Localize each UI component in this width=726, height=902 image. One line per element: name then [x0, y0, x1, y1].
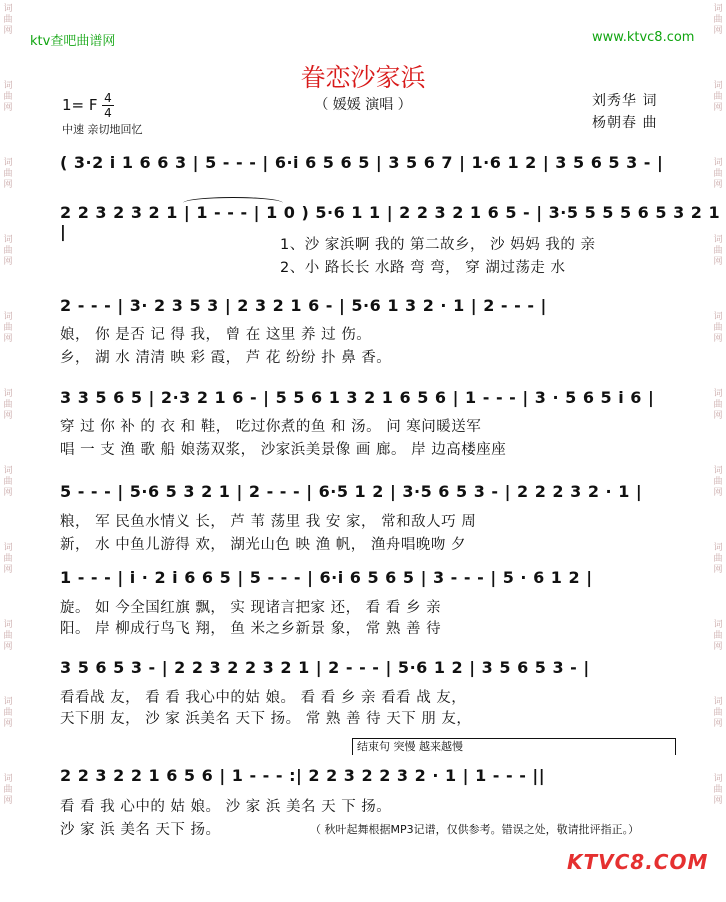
- watermark-text: 词曲网: [3, 81, 13, 113]
- watermark-text: 词曲网: [713, 466, 723, 498]
- score-row-notes: 2 2 3 2 3 2 1 | 1 - - - | 1 0 ) 5·6 1 1 | 2 2 3 2 1 6 5 - | 3·5 5 5 5 6 5 3 2 1 |: [60, 203, 721, 241]
- watermark-text: 词曲网: [713, 235, 723, 267]
- watermark-text: 词曲网: [713, 620, 723, 652]
- score-row-notes: 3 5 6 5 3 - | 2 2 3 2 2 3 2 1 | 2 - - - | 5·6 1 2 | 3 5 6 5 3 - |: [60, 658, 590, 677]
- score-row-notes: 2 - - - | 3· 2 3 5 3 | 2 3 2 1 6 - | 5·6 1 3 2 · 1 | 2 - - - |: [60, 296, 547, 315]
- score-row-lyric-1: 旋。 如 今全国红旗 飘， 实 现诸言把家 还， 看 看 乡 亲: [60, 600, 442, 616]
- transcriber-note: （ 秋叶起舞根据MP3记谱，仅供参考。错误之处，敬请批评指正。）: [310, 823, 640, 836]
- watermark-text: 词曲网: [713, 543, 723, 575]
- ending-bracket-label: 结束句 突慢 越来越慢: [352, 738, 676, 755]
- singer-line: （ 媛媛 演唱 ）: [314, 97, 412, 113]
- score-row-lyric-2: 唱 一 支 渔 歌 船 娘荡双浆， 沙家浜美景像 画 廊。 岸 边高楼座座: [60, 442, 507, 458]
- score-row-lyric-2: 天下朋 友， 沙 家 浜美名 天下 扬。 常 熟 善 待 天下 朋 友，: [60, 711, 472, 727]
- watermark-text: 词曲网: [3, 389, 13, 421]
- site-url-right[interactable]: www.ktvc8.com: [592, 30, 695, 45]
- score-row-lyric-2: 阳。 岸 柳成行鸟飞 翔， 鱼 米之乡新景 象， 常 熟 善 待: [60, 621, 442, 637]
- composer-credit: 杨朝春 曲: [592, 115, 658, 131]
- watermark-text: 词曲网: [713, 312, 723, 344]
- watermark-text: 词曲网: [3, 235, 13, 267]
- key-signature: 1= F: [62, 96, 98, 114]
- watermark-right: [710, 0, 726, 902]
- watermark-text: 词曲网: [3, 312, 13, 344]
- score-row-lyric-1: 1、沙 家浜啊 我的 第二故乡， 沙 妈妈 我的 亲: [280, 237, 596, 253]
- time-signature-bottom: 4: [104, 106, 112, 120]
- watermark-text: 词曲网: [713, 81, 723, 113]
- watermark-left: [0, 0, 16, 902]
- score-row-lyric-1: 穿 过 你 补 的 衣 和 鞋， 吃过你煮的鱼 和 汤。 问 寒问暖送军: [60, 419, 482, 435]
- watermark-text: 词曲网: [3, 4, 13, 36]
- score-row-notes: 2 2 3 2 2 1 6 5 6 | 1 - - - :| 2 2 3 2 2 3 2 · 1 | 1 - - - ||: [60, 766, 546, 785]
- lyricist-credit: 刘秀华 词: [592, 93, 658, 109]
- watermark-text: 词曲网: [713, 697, 723, 729]
- score-row-lyric-1: 粮， 军 民鱼水情义 长， 芦 苇 荡里 我 安 家， 常和敌人巧 周: [60, 514, 477, 530]
- watermark-text: 词曲网: [713, 774, 723, 806]
- watermark-text: 词曲网: [3, 158, 13, 190]
- time-signature: [102, 92, 114, 119]
- watermark-text: 词曲网: [3, 466, 13, 498]
- score-row-lyric-1: 娘， 你 是否 记 得 我， 曾 在 这里 养 过 伤。: [60, 327, 372, 343]
- site-logo[interactable]: KTVC8.COM: [567, 850, 709, 874]
- score-row-notes: 5 - - - | 5·6 5 3 2 1 | 2 - - - | 6·5 1 2 | 3·5 6 5 3 - | 2 2 2 3 2 · 1 |: [60, 482, 643, 501]
- score-row-notes: 1 - - - | i · 2 i 6 6 5 | 5 - - - | 6·i 6 5 6 5 | 3 - - - | 5 · 6 1 2 |: [60, 568, 593, 587]
- watermark-text: 词曲网: [3, 543, 13, 575]
- watermark-text: 词曲网: [3, 620, 13, 652]
- score-row-lyric-2: 乡， 湖 水 清清 映 彩 霞， 芦 花 纷纷 扑 鼻 香。: [60, 350, 392, 366]
- site-name-left[interactable]: ktv查吧曲谱网: [30, 34, 116, 49]
- watermark-text: 词曲网: [713, 158, 723, 190]
- watermark-text: 词曲网: [3, 774, 13, 806]
- watermark-text: 词曲网: [713, 4, 723, 36]
- score-row-lyric-2: 新， 水 中鱼儿游得 欢， 湖光山色 映 渔 帆， 渔舟唱晚吻 夕: [60, 537, 466, 553]
- score-row-lyric-2: 2、小 路长长 水路 弯 弯， 穿 湖过荡走 水: [280, 260, 566, 276]
- score-row-notes: ( 3·2 i 1 6 6 3 | 5 - - - | 6·i 6 5 6 5 | 3 5 6 7 | 1·6 1 2 | 3 5 6 5 3 - |: [60, 153, 664, 172]
- time-signature-top: 4: [104, 91, 112, 105]
- score-row-lyric-1: 看看战 友， 看 看 我心中的姑 娘。 看 看 乡 亲 看看 战 友，: [60, 690, 467, 706]
- score-row-notes: 3 3 5 6 5 | 2·3 2 1 6 - | 5 5 6 1 3 2 1 6 5 6 | 1 - - - | 3 · 5 6 5 i 6 |: [60, 388, 655, 407]
- watermark-text: 词曲网: [3, 697, 13, 729]
- tempo-marking: 中速 亲切地回忆: [62, 123, 143, 136]
- score-row-lyric-1: 看 看 我 心中的 姑 娘。 沙 家 浜 美名 天 下 扬。: [60, 799, 392, 815]
- score-row-lyric-2: 沙 家 浜 美名 天下 扬。: [60, 822, 221, 838]
- song-title: 眷恋沙家浜: [300, 63, 426, 92]
- watermark-text: 词曲网: [713, 389, 723, 421]
